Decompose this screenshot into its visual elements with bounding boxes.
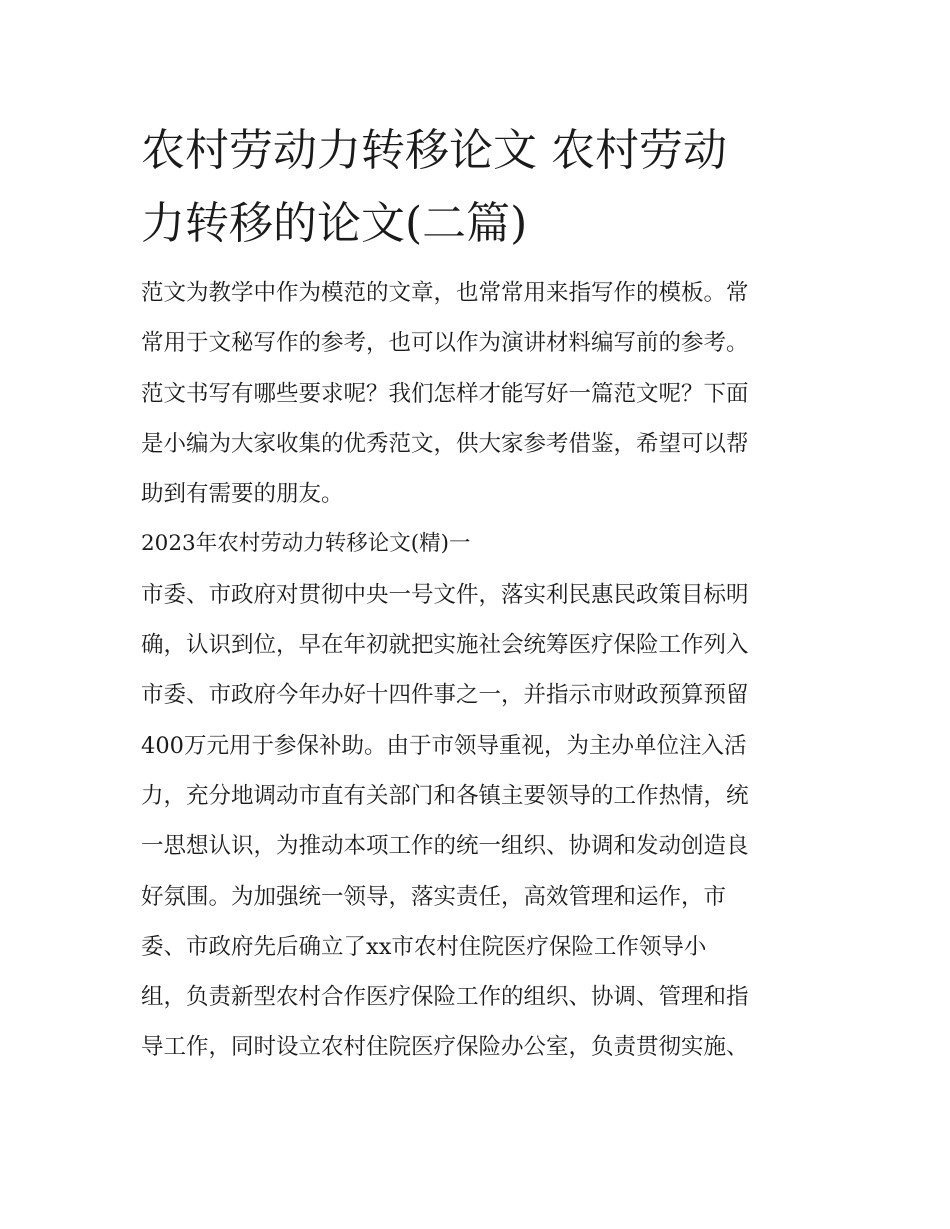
body-line: 市委、市政府今年办好十四件事之一，并指示市财政预算预留 (141, 682, 749, 709)
body-line: 市委、市政府对贯彻中央一号文件，落实利民惠民政策目标明 (141, 581, 749, 608)
body-line: 好氛围。为加强统一领导，落实责任，高效管理和运作，市 (141, 883, 727, 910)
document-title (141, 114, 816, 260)
body-line: 确，认识到位，早在年初就把实施社会统筹医疗保险工作列入 (141, 632, 749, 659)
body-line: 一思想认识，为推动本项工作的统一组织、协调和发动创造良 (141, 833, 749, 860)
body-line: 导工作，同时设立农村住院医疗保险办公室，负责贯彻实施、 (141, 1034, 749, 1061)
body-line: 力，充分地调动市直有关部门和各镇主要领导的工作热情，统 (141, 782, 749, 809)
body-line: 组，负责新型农村合作医疗保险工作的组织、协调、管理和指 (141, 984, 749, 1011)
body-line: 委、市政府先后确立了xx市农村住院医疗保险工作领导小 (141, 933, 707, 960)
intro-paragraph (141, 268, 816, 519)
title-line: 力转移的论文(二篇) (141, 198, 528, 249)
intro-line: 助到有需要的朋友。 (141, 481, 344, 508)
intro-line: 范文为教学中作为模范的文章，也常常用来指写作的模板。常 (141, 280, 749, 306)
title-line: 农村劳动力转移论文 农村劳动 (141, 125, 727, 176)
intro-line: 范文书写有哪些要求呢？我们怎样才能写好一篇范文呢？下面 (141, 380, 749, 407)
body-paragraph (141, 570, 816, 1073)
intro-line: 是小编为大家收集的优秀范文，供大家参考借鉴，希望可以帮 (141, 430, 749, 457)
body-line: 400万元用于参保补助。由于市领导重视，为主办单位注入活 (141, 732, 747, 759)
section-heading: 2023年农村劳动力转移论文(精)一 (141, 531, 471, 557)
document-content (141, 114, 816, 1073)
intro-line: 常用于文秘写作的参考，也可以作为演讲材料编写前的参考。 (141, 330, 749, 357)
